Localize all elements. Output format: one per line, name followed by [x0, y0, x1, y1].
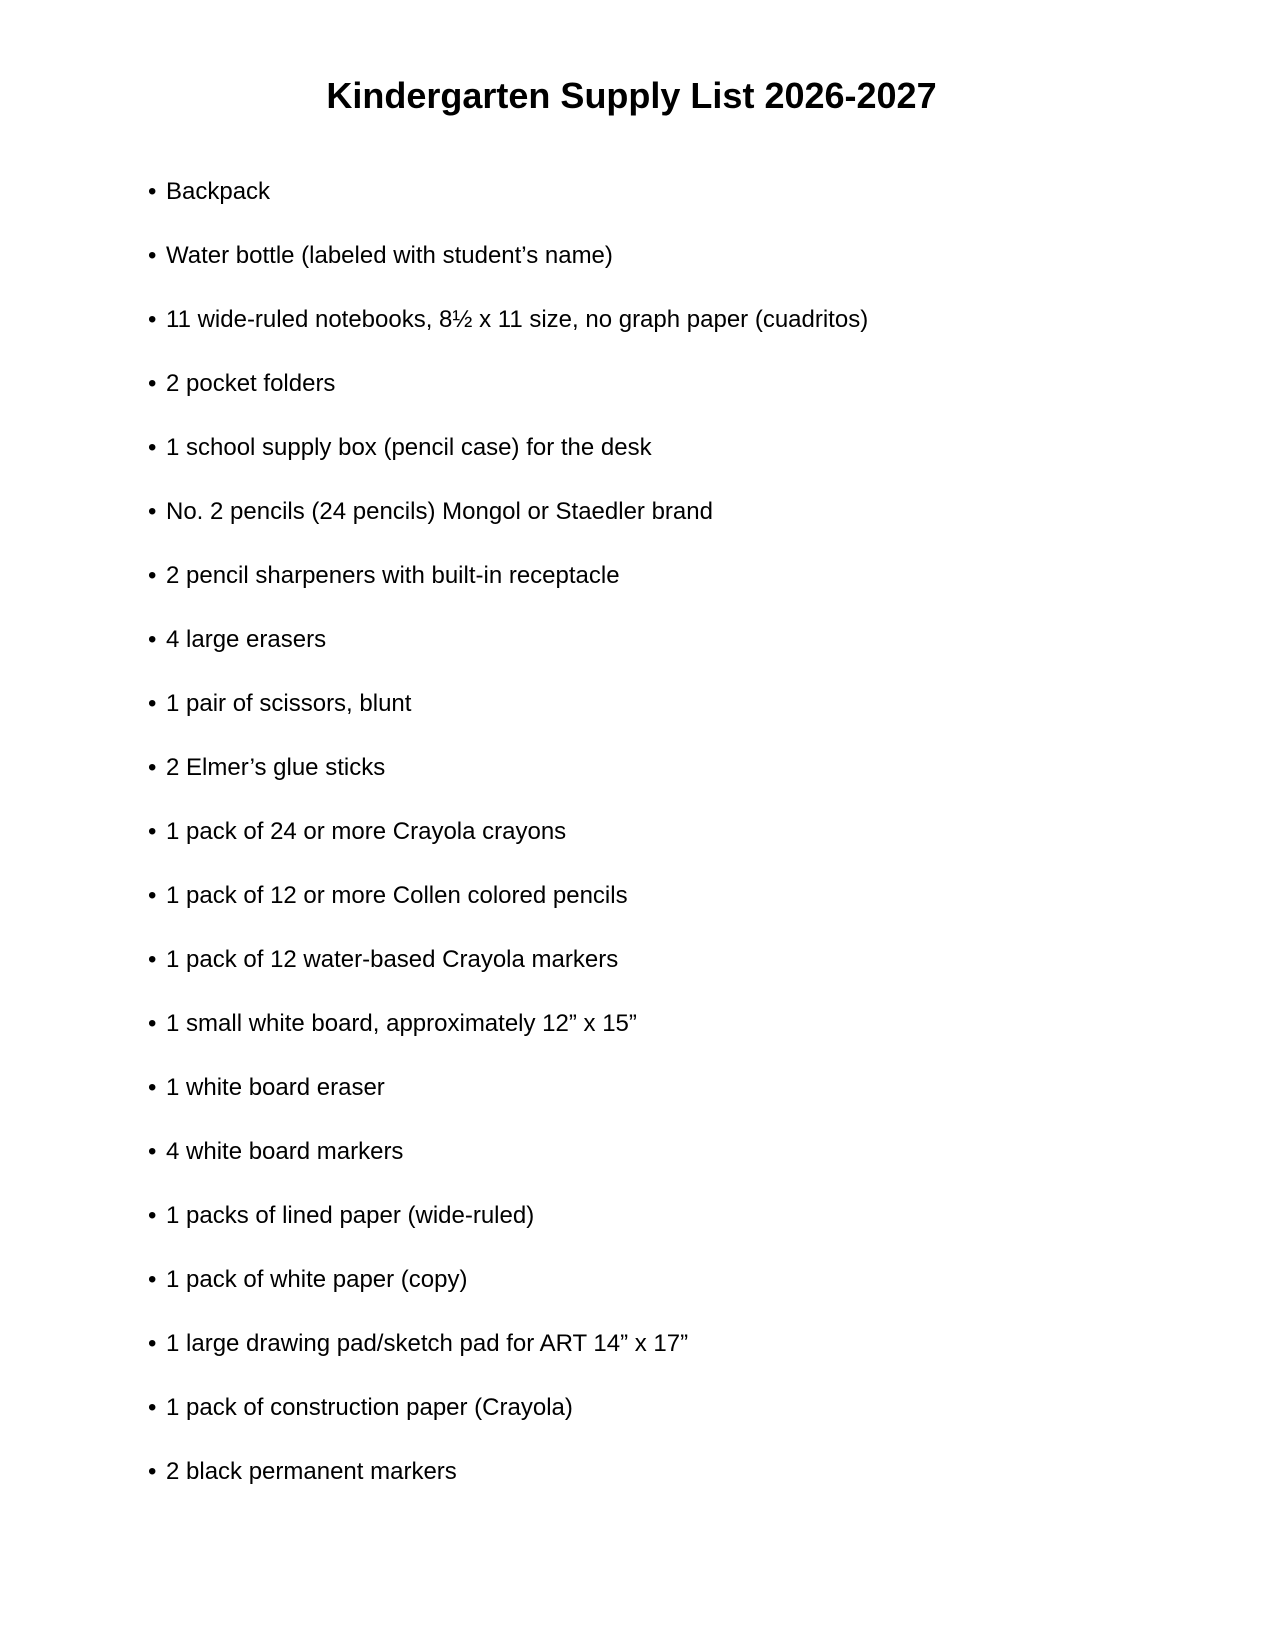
list-item-text: 1 pack of construction paper (Crayola) — [166, 1394, 573, 1421]
bullet-icon: • — [148, 178, 157, 205]
list-item-text: 1 large drawing pad/sketch pad for ART 14” x 17” — [166, 1330, 689, 1357]
list-item-text: 2 pencil sharpeners with built-in receptacle — [166, 562, 620, 589]
bullet-icon: • — [148, 946, 157, 973]
bullet-icon: • — [148, 370, 157, 397]
bullet-icon: • — [148, 1330, 157, 1357]
bullet-icon: • — [148, 306, 157, 333]
list-item — [148, 1010, 868, 1074]
bullet-icon: • — [148, 1266, 157, 1293]
list-item-text: Water bottle (labeled with student’s name) — [166, 242, 613, 269]
list-item-text: No. 2 pencils (24 pencils) Mongol or Staedler brand — [166, 498, 713, 525]
list-item-text: 11 wide-ruled notebooks, 8½ x 11 size, no graph paper (cuadritos) — [166, 306, 869, 333]
bullet-icon: • — [148, 1394, 157, 1421]
bullet-icon: • — [148, 498, 157, 525]
list-item — [148, 690, 868, 754]
list-item-text: 1 pack of white paper (copy) — [166, 1266, 468, 1293]
list-item-text: 4 white board markers — [166, 1138, 404, 1165]
list-item — [148, 882, 868, 946]
list-item — [148, 370, 868, 434]
list-item — [148, 178, 868, 242]
list-item — [148, 1266, 868, 1330]
bullet-icon: • — [148, 1074, 157, 1101]
supply-list — [148, 178, 868, 1522]
list-item — [148, 626, 868, 690]
list-item-text: Backpack — [166, 178, 271, 205]
list-item — [148, 818, 868, 882]
bullet-icon: • — [148, 690, 157, 717]
list-item-text: 1 pack of 12 water-based Crayola markers — [166, 946, 619, 973]
bullet-icon: • — [148, 882, 157, 909]
bullet-icon: • — [148, 754, 157, 781]
bullet-icon: • — [148, 562, 157, 589]
list-item-text: 2 Elmer’s glue sticks — [166, 754, 386, 781]
list-item — [148, 498, 868, 562]
list-item — [148, 754, 868, 818]
list-item — [148, 306, 868, 370]
list-item — [148, 1458, 868, 1522]
list-item-text: 1 pack of 24 or more Crayola crayons — [166, 818, 567, 845]
bullet-icon: • — [148, 434, 157, 461]
list-item — [148, 1074, 868, 1138]
bullet-icon: • — [148, 1138, 157, 1165]
list-item-text: 4 large erasers — [166, 626, 327, 653]
list-item — [148, 1330, 868, 1394]
list-item — [148, 562, 868, 626]
list-item-text: 1 pair of scissors, blunt — [166, 690, 412, 717]
list-item — [148, 434, 868, 498]
list-item-text: 1 packs of lined paper (wide-ruled) — [166, 1202, 535, 1229]
bullet-icon: • — [148, 818, 157, 845]
list-item — [148, 242, 868, 306]
bullet-icon: • — [148, 1010, 157, 1037]
list-item-text: 1 school supply box (pencil case) for the desk — [166, 434, 652, 461]
list-item-text: 1 pack of 12 or more Collen colored pencils — [166, 882, 628, 909]
bullet-icon: • — [148, 242, 157, 269]
list-item — [148, 1202, 868, 1266]
list-item — [148, 1138, 868, 1202]
bullet-icon: • — [148, 1458, 157, 1485]
bullet-icon: • — [148, 626, 157, 653]
list-item-text: 2 pocket folders — [166, 370, 336, 397]
list-item-text: 1 small white board, approximately 12” x 15” — [166, 1010, 637, 1037]
list-item-text: 2 black permanent markers — [166, 1458, 457, 1485]
list-item — [148, 1394, 868, 1458]
bullet-icon: • — [148, 1202, 157, 1229]
list-item-text: 1 white board eraser — [166, 1074, 385, 1101]
page-title: Kindergarten Supply List 2026-2027 — [326, 75, 937, 116]
list-item — [148, 946, 868, 1010]
